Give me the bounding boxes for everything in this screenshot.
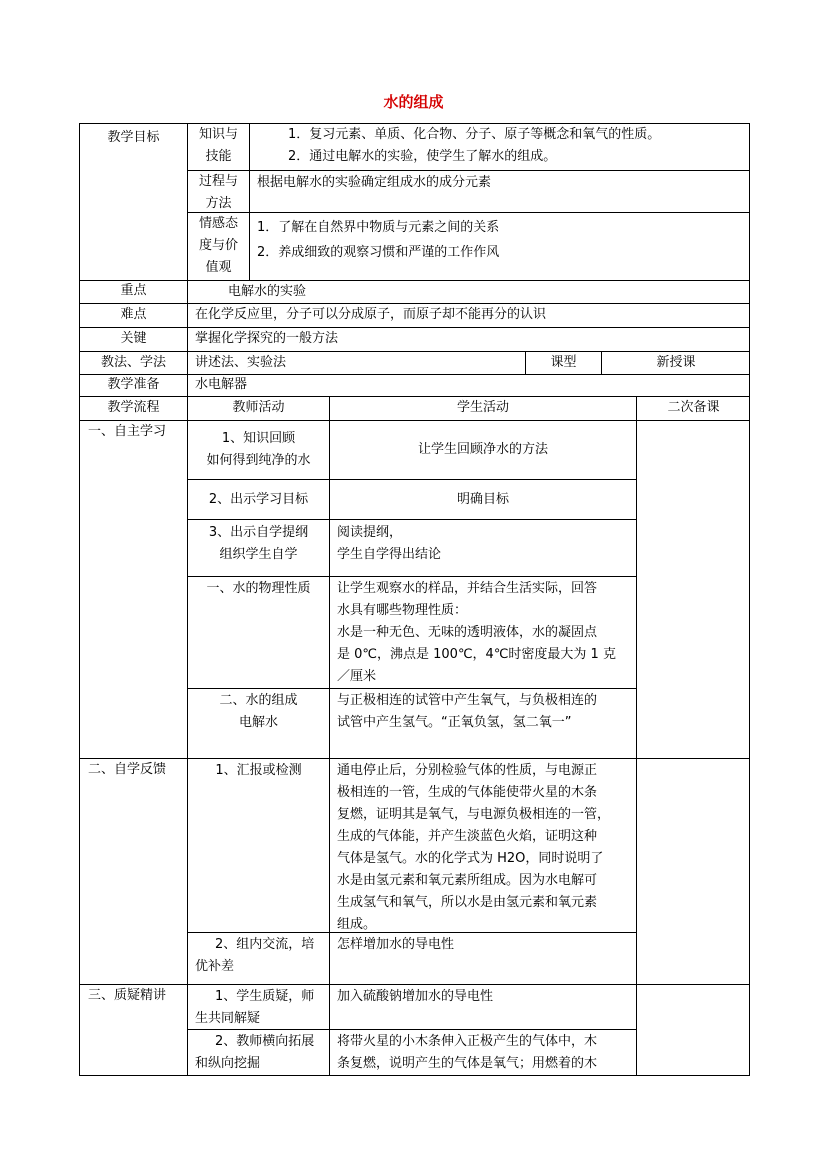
row2-student: 明确目标: [456, 491, 509, 507]
key-point-label: 重点: [120, 283, 147, 298]
document-title: 水的组成: [383, 93, 444, 111]
process-label: 过程与 方法: [198, 174, 238, 211]
header-student: 学生活动: [456, 400, 509, 415]
process-content: 根据电解水的实验确定组成水的成分元素: [257, 175, 492, 190]
difficulty-content: 在化学反应里，分子可以分成原子，而原子却不能再分的认识: [195, 307, 547, 322]
difficulty-label: 难点: [120, 307, 147, 322]
emotion-content: 1．了解在自然界中物质与元素之间的关系 2．养成细致的观察习惯和严谨的工作作风: [257, 220, 500, 260]
row1-student: 让学生回顾净水的方法: [417, 442, 548, 457]
row8-teacher: 1、学生质疑，师 生共同解疑: [195, 989, 315, 1026]
row3-student: 阅读提纲， 学生自学得出结论: [337, 525, 442, 562]
prep-content: 水电解器: [195, 377, 248, 392]
emotion-label: 情感态 度与价 值观: [198, 216, 238, 275]
row1-teacher: 1、知识回顾 如何得到纯净的水: [206, 431, 311, 468]
section-questions: 三、质疑精讲: [88, 988, 167, 1003]
row6-teacher: 1、汇报或检测: [215, 763, 302, 778]
knowledge-content: 1．复习元素、单质、化合物、分子、原子等概念和氧气的性质。 2．通过电解水的实验，使学生了解水的组成。: [288, 127, 661, 164]
section-self-study: 一、自主学习: [88, 424, 167, 439]
row7-student: 怎样增加水的导电性: [337, 937, 455, 952]
row4-teacher: 一、水的物理性质: [206, 581, 311, 596]
key-label: 关键: [120, 331, 147, 346]
lesson-type-label: 课型: [550, 355, 577, 370]
row9-teacher: 2、教师横向拓展 和纵向挖掘: [195, 1034, 315, 1071]
knowledge-label: 知识与 技能: [198, 127, 238, 164]
methods-content: 讲述法、实验法: [195, 355, 287, 370]
section-feedback: 二、自学反馈: [88, 762, 167, 777]
prep-label: 教学准备: [107, 377, 160, 392]
row2-teacher: 2、出示学习目标: [208, 491, 309, 507]
row3-teacher: 3、出示自学提纲 组织学生自学: [208, 525, 309, 562]
lesson-type-value: 新授课: [656, 355, 696, 370]
row6-student: 通电停止后，分别检验气体的性质，与电源正 极相连的一管，生成的气体能使带火星的木条 复燃，证明其是氧气，与电源负极相连的一管， 生成的气体能，并产生淡蓝色火焰，证明这种 气体是氢气。水的化学式为 H2O，同时说明了 水是由氢元素和氧元素所组成。因为水电解可 生成氢气和氧气，所以水是由氢元素和氧元素 组成。: [337, 763, 611, 932]
header-teacher: 教师活动: [232, 400, 285, 415]
row7-teacher: 2、组内交流，培 优补差: [195, 937, 315, 974]
row9-student: 将带火星的小木条伸入正极产生的气体中，木 条复燃，说明产生的气体是氧气；用燃着的木: [337, 1034, 598, 1071]
methods-label: 教法、学法: [100, 355, 166, 370]
key-point-content: 电解水的实验: [228, 284, 307, 299]
row4-student: 让学生观察水的样品，并结合生活实际，回答 水具有哪些物理性质： 水是一种无色、无味的透明液体，水的凝固点 是 0℃，沸点是 100℃，4℃时密度最大为 1 克 ／厘米: [337, 581, 616, 684]
row5-teacher: 二、水的组成 电解水: [219, 693, 298, 730]
row8-student: 加入硫酸钠增加水的导电性: [337, 989, 494, 1004]
key-content: 掌握化学探究的一般方法: [195, 331, 339, 346]
header-backup: 二次备课: [667, 400, 720, 415]
objectives-label: 教学目标: [107, 130, 160, 145]
header-flow: 教学流程: [107, 400, 160, 415]
row5-student: 与正极相连的试管中产生氧气，与负极相连的 试管中产生氢气。“正氧负氢，氢二氧一”: [337, 693, 598, 730]
